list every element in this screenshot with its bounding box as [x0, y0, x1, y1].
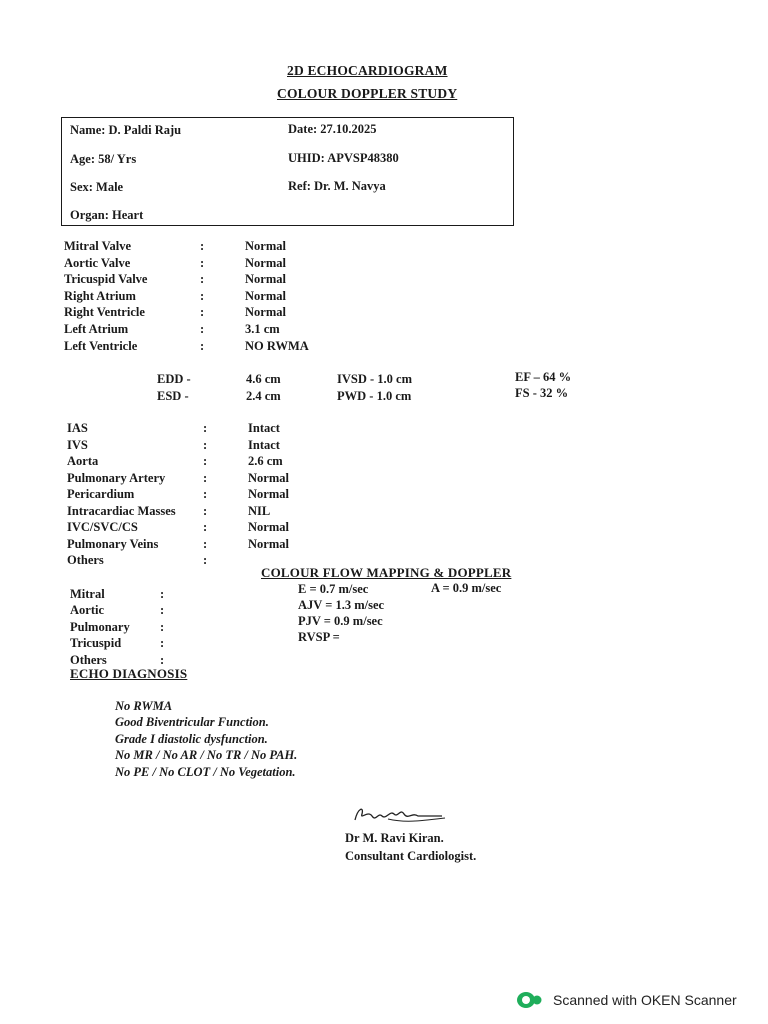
esd-value: 2.4 cm	[246, 389, 281, 403]
doppler-colon: :	[160, 603, 165, 618]
structure-row	[67, 504, 387, 521]
fs-value: FS - 32 %	[515, 386, 569, 400]
patient-name: Name: D. Paldi Raju	[70, 123, 182, 137]
structure-label: IVC/SVC/CS	[67, 520, 138, 534]
valve-colon: :	[200, 255, 205, 270]
structures-list	[67, 421, 387, 570]
esd-label: ESD -	[157, 389, 189, 403]
valve-value: Normal	[245, 255, 286, 270]
rvsp-value: RVSP =	[298, 630, 340, 644]
doppler-colon: :	[160, 636, 165, 651]
valve-value: Normal	[245, 239, 286, 253]
structure-row	[67, 421, 387, 438]
patient-uhid: UHID: APVSP48380	[288, 151, 399, 165]
ajv-value: AJV = 1.3 m/sec	[298, 598, 385, 612]
pjv-value: PJV = 0.9 m/sec	[298, 614, 383, 628]
mitral-a-value: A = 0.9 m/sec	[431, 581, 502, 595]
valve-value: 3.1 cm	[245, 321, 280, 336]
structure-colon: :	[203, 553, 208, 567]
structure-colon: :	[203, 421, 208, 435]
valve-colon: :	[200, 305, 205, 320]
edd-label: EDD -	[157, 372, 191, 386]
structure-value: Normal	[248, 470, 289, 485]
valves-list	[64, 239, 364, 355]
doppler-colon: :	[160, 619, 165, 634]
structure-colon: :	[203, 536, 208, 551]
valve-colon: :	[200, 338, 205, 353]
doppler-label: Others	[70, 652, 107, 667]
structure-colon: :	[203, 454, 208, 468]
structure-label: Pulmonary Artery	[67, 470, 166, 485]
report-subtitle: COLOUR DOPPLER STUDY	[277, 86, 458, 101]
valve-label: Right Atrium	[64, 288, 136, 303]
valve-row	[64, 305, 364, 322]
ef-value: EF – 64 %	[515, 370, 572, 384]
referring-doctor: Ref: Dr. M. Navya	[288, 179, 386, 193]
doppler-row	[70, 620, 190, 636]
valve-row	[64, 322, 364, 339]
organ: Organ: Heart	[70, 208, 144, 222]
structure-label: Pulmonary Veins	[67, 536, 159, 551]
signature-scribble	[350, 800, 450, 830]
structure-label: Pericardium	[67, 487, 135, 501]
structure-value: Normal	[248, 520, 289, 534]
valve-value: NO RWMA	[245, 338, 309, 353]
valve-label: Right Ventricle	[64, 305, 145, 320]
valve-colon: :	[200, 321, 205, 336]
report-date: Date: 27.10.2025	[288, 122, 377, 136]
structure-colon: :	[203, 487, 208, 501]
valve-value: Normal	[245, 272, 286, 287]
doppler-label: Mitral	[70, 587, 105, 601]
doppler-colon: :	[160, 652, 165, 667]
doppler-colon: :	[160, 587, 165, 601]
scanner-logo-icon	[515, 990, 545, 1010]
doppler-label: Pulmonary	[70, 619, 130, 634]
structure-colon: :	[203, 437, 208, 452]
structure-colon: :	[203, 470, 208, 485]
doctor-title: Consultant Cardiologist.	[345, 849, 477, 863]
valve-label: Tricuspid Valve	[64, 272, 148, 287]
diagnosis-line: No PE / No CLOT / No Vegetation.	[115, 764, 296, 779]
structure-colon: :	[203, 503, 208, 518]
structure-value: Intact	[248, 421, 280, 435]
diagnosis-list	[115, 699, 415, 781]
mitral-e-value: E = 0.7 m/sec	[298, 582, 369, 596]
valve-row	[64, 256, 364, 273]
valve-label: Left Ventricle	[64, 338, 138, 353]
structure-value: NIL	[248, 503, 271, 518]
structure-row	[67, 520, 387, 537]
diagnosis-line: No MR / No AR / No TR / No PAH.	[115, 748, 298, 763]
structure-row	[67, 471, 387, 488]
structure-label: IVS	[67, 437, 88, 452]
structure-label: IAS	[67, 421, 88, 435]
pwd-value: PWD - 1.0 cm	[337, 389, 412, 403]
diagnosis-heading: ECHO DIAGNOSIS	[70, 666, 188, 681]
structure-value: Normal	[248, 487, 289, 501]
structure-value: Intact	[248, 437, 280, 452]
structure-value: 2.6 cm	[248, 454, 283, 468]
structure-row	[67, 454, 387, 471]
structure-row	[67, 438, 387, 455]
doppler-row	[70, 587, 190, 603]
valve-row	[64, 289, 364, 306]
ivsd-value: IVSD - 1.0 cm	[337, 372, 412, 386]
structure-label: Others	[67, 553, 104, 567]
structure-value: Normal	[248, 536, 289, 551]
valve-row	[64, 272, 364, 289]
valve-label: Aortic Valve	[64, 255, 131, 270]
doppler-row	[70, 603, 190, 619]
structure-label: Intracardiac Masses	[67, 503, 176, 518]
scanner-text: Scanned with OKEN Scanner	[553, 992, 737, 1008]
doppler-list	[70, 587, 190, 669]
doppler-row	[70, 636, 190, 652]
report-title: 2D ECHOCARDIOGRAM	[287, 63, 448, 78]
doppler-label: Aortic	[70, 603, 105, 618]
edd-value: 4.6 cm	[246, 372, 281, 386]
diagnosis-line: No RWMA	[115, 699, 173, 713]
doppler-heading: COLOUR FLOW MAPPING & DOPPLER	[261, 565, 512, 580]
diagnosis-line: Grade I diastolic dysfunction.	[115, 731, 268, 746]
valve-colon: :	[200, 239, 205, 253]
structure-label: Aorta	[67, 454, 99, 468]
patient-sex: Sex: Male	[70, 180, 124, 194]
diagnosis-line: Good Biventricular Function.	[115, 715, 269, 730]
valve-row	[64, 239, 364, 256]
structure-row	[67, 487, 387, 504]
valve-value: Normal	[245, 288, 286, 303]
valve-row	[64, 339, 364, 356]
valve-label: Left Atrium	[64, 321, 129, 336]
valve-colon: :	[200, 272, 205, 287]
doppler-label: Tricuspid	[70, 636, 122, 651]
structure-colon: :	[203, 520, 208, 534]
valve-colon: :	[200, 288, 205, 303]
doctor-name: Dr M. Ravi Kiran.	[345, 831, 444, 845]
scanner-footer	[515, 990, 737, 1010]
valve-value: Normal	[245, 305, 286, 320]
structure-row	[67, 537, 387, 554]
valve-label: Mitral Valve	[64, 239, 132, 253]
patient-age: Age: 58/ Yrs	[70, 152, 137, 166]
